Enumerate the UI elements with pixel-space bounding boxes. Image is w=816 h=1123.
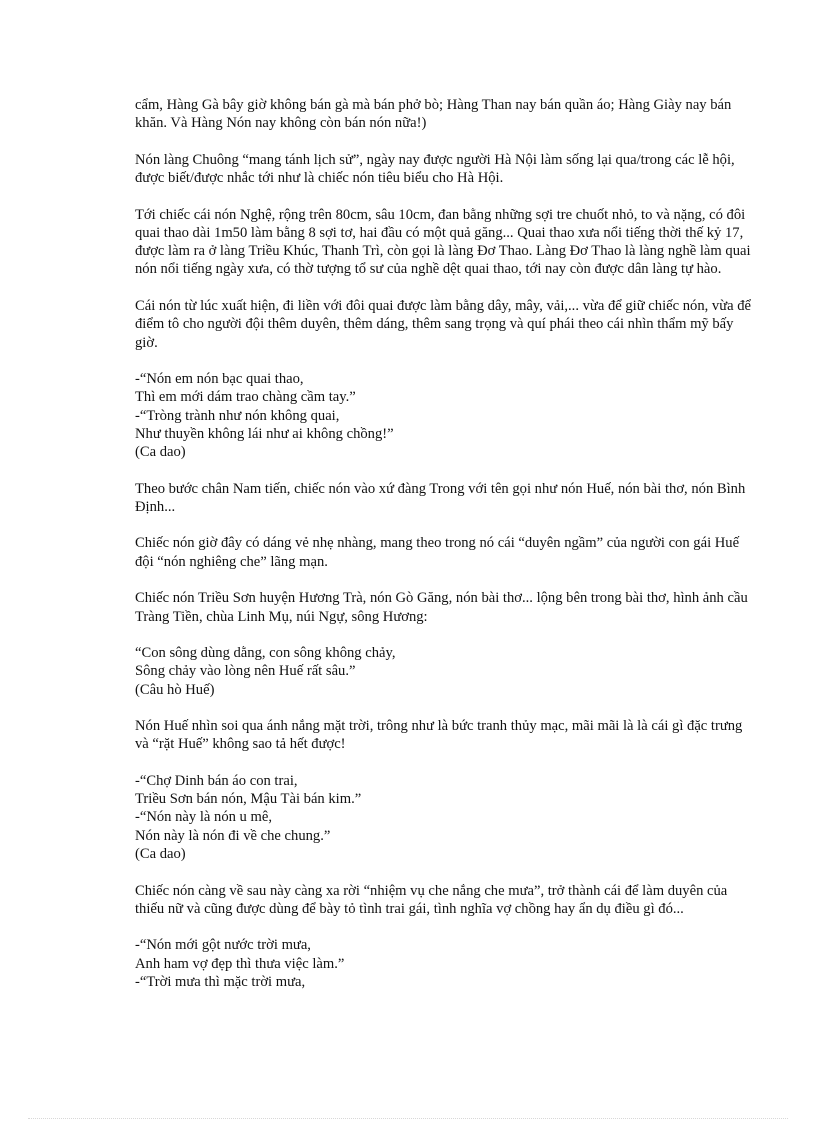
paragraph-6: Chiếc nón giờ đây có dáng vẻ nhẹ nhàng, mang theo trong nó cái “duyên ngầm” của người con gái Huế đội “nón nghiêng che” lãng mạn. [135, 535, 740, 570]
paragraph-4: Cái nón từ lúc xuất hiện, đi liền với đôi quai được làm bằng dây, mây, vải,... vừa để giữ chiếc nón, vừa để điểm tô cho người đội thêm duyên, thêm dáng, thêm sang trọng và quí phái theo cái nhìn thẩm mỹ bấy giờ. [135, 297, 752, 351]
paragraph-7: Chiếc nón Triều Sơn huyện Hương Trà, nón Gò Găng, nón bài thơ... lộng bên trong bài thơ, hình ảnh cầu Tràng Tiền, chùa Linh Mụ, núi Ngự, sông Hương: [135, 590, 748, 625]
paragraph-9: Chiếc nón càng về sau này càng xa rời “nhiệm vụ che nắng che mưa”, trở thành cái để làm duyên của thiếu nữ và cũng được dùng để bày tỏ tình trai gái, tình nghĩa vợ chồng hay ẩn dụ điều gì đó... [135, 882, 728, 917]
page-bottom-divider [28, 1118, 788, 1119]
paragraph-3: Tới chiếc cái nón Nghệ, rộng trên 80cm, sâu 10cm, đan bằng những sợi tre chuốt nhỏ, to và nặng, có đôi quai thao dài 1m50 làm bằng 8 sợi tơ, hai đầu có một quả găng... Quai thao xưa nổi tiếng thời thế kỷ 17, được làm ra ở làng Triều Khúc, Thanh Trì, còn gọi là làng Đơ Thao. Làng Đơ Thao là làng nghề làm quai nón nổi tiếng ngày xưa, có thờ tượng tổ sư của nghề dệt quai thao, tới nay còn được dân làng tự hào. [135, 206, 751, 278]
document-body [135, 96, 755, 1009]
paragraph-2: Nón làng Chuông “mang tánh lịch sử”, ngày nay được người Hà Nội làm sống lại qua/trong các lễ hội, được biết/được nhắc tới như là chiếc nón tiêu biểu cho Hà Hội. [135, 151, 735, 187]
paragraph-8: Nón Huế nhìn soi qua ánh nắng mặt trời, trông như là bức tranh thủy mạc, mãi mãi là là cái gì đặc trưng và “rặt Huế” không sao tả hết được! [135, 718, 743, 753]
poem-1: -“Nón em nón bạc quai thao, Thì em mới dám trao chàng cầm tay.” -“Tròng trành như nón không quai, Như thuyền không lái như ai không chồng!” (Ca dao) [135, 371, 394, 461]
paragraph-1: cẩm, Hàng Gà bây giờ không bán gà mà bán phở bò; Hàng Than nay bán quần áo; Hàng Giày nay bán khăn. Và Hàng Nón nay không còn bán nón nữa!) [135, 97, 732, 132]
poem-2: “Con sông dùng dằng, con sông không chảy, Sông chảy vào lòng nên Huế rất sâu.” (Câu hò Huế) [135, 645, 396, 698]
poem-3: -“Chợ Dinh bán áo con trai, Triều Sơn bán nón, Mậu Tài bán kim.” -“Nón này là nón u mê, Nón này là nón đi về che chung.” (Ca dao) [135, 772, 362, 863]
paragraph-5: Theo bước chân Nam tiến, chiếc nón vào xứ đàng Trong với tên gọi như nón Huế, nón bài thơ, nón Bình Định... [135, 480, 746, 515]
poem-4: -“Nón mới gột nước trời mưa, Anh ham vợ đẹp thì thưa việc làm.” -“Trời mưa thì mặc trời mưa, [135, 937, 345, 990]
